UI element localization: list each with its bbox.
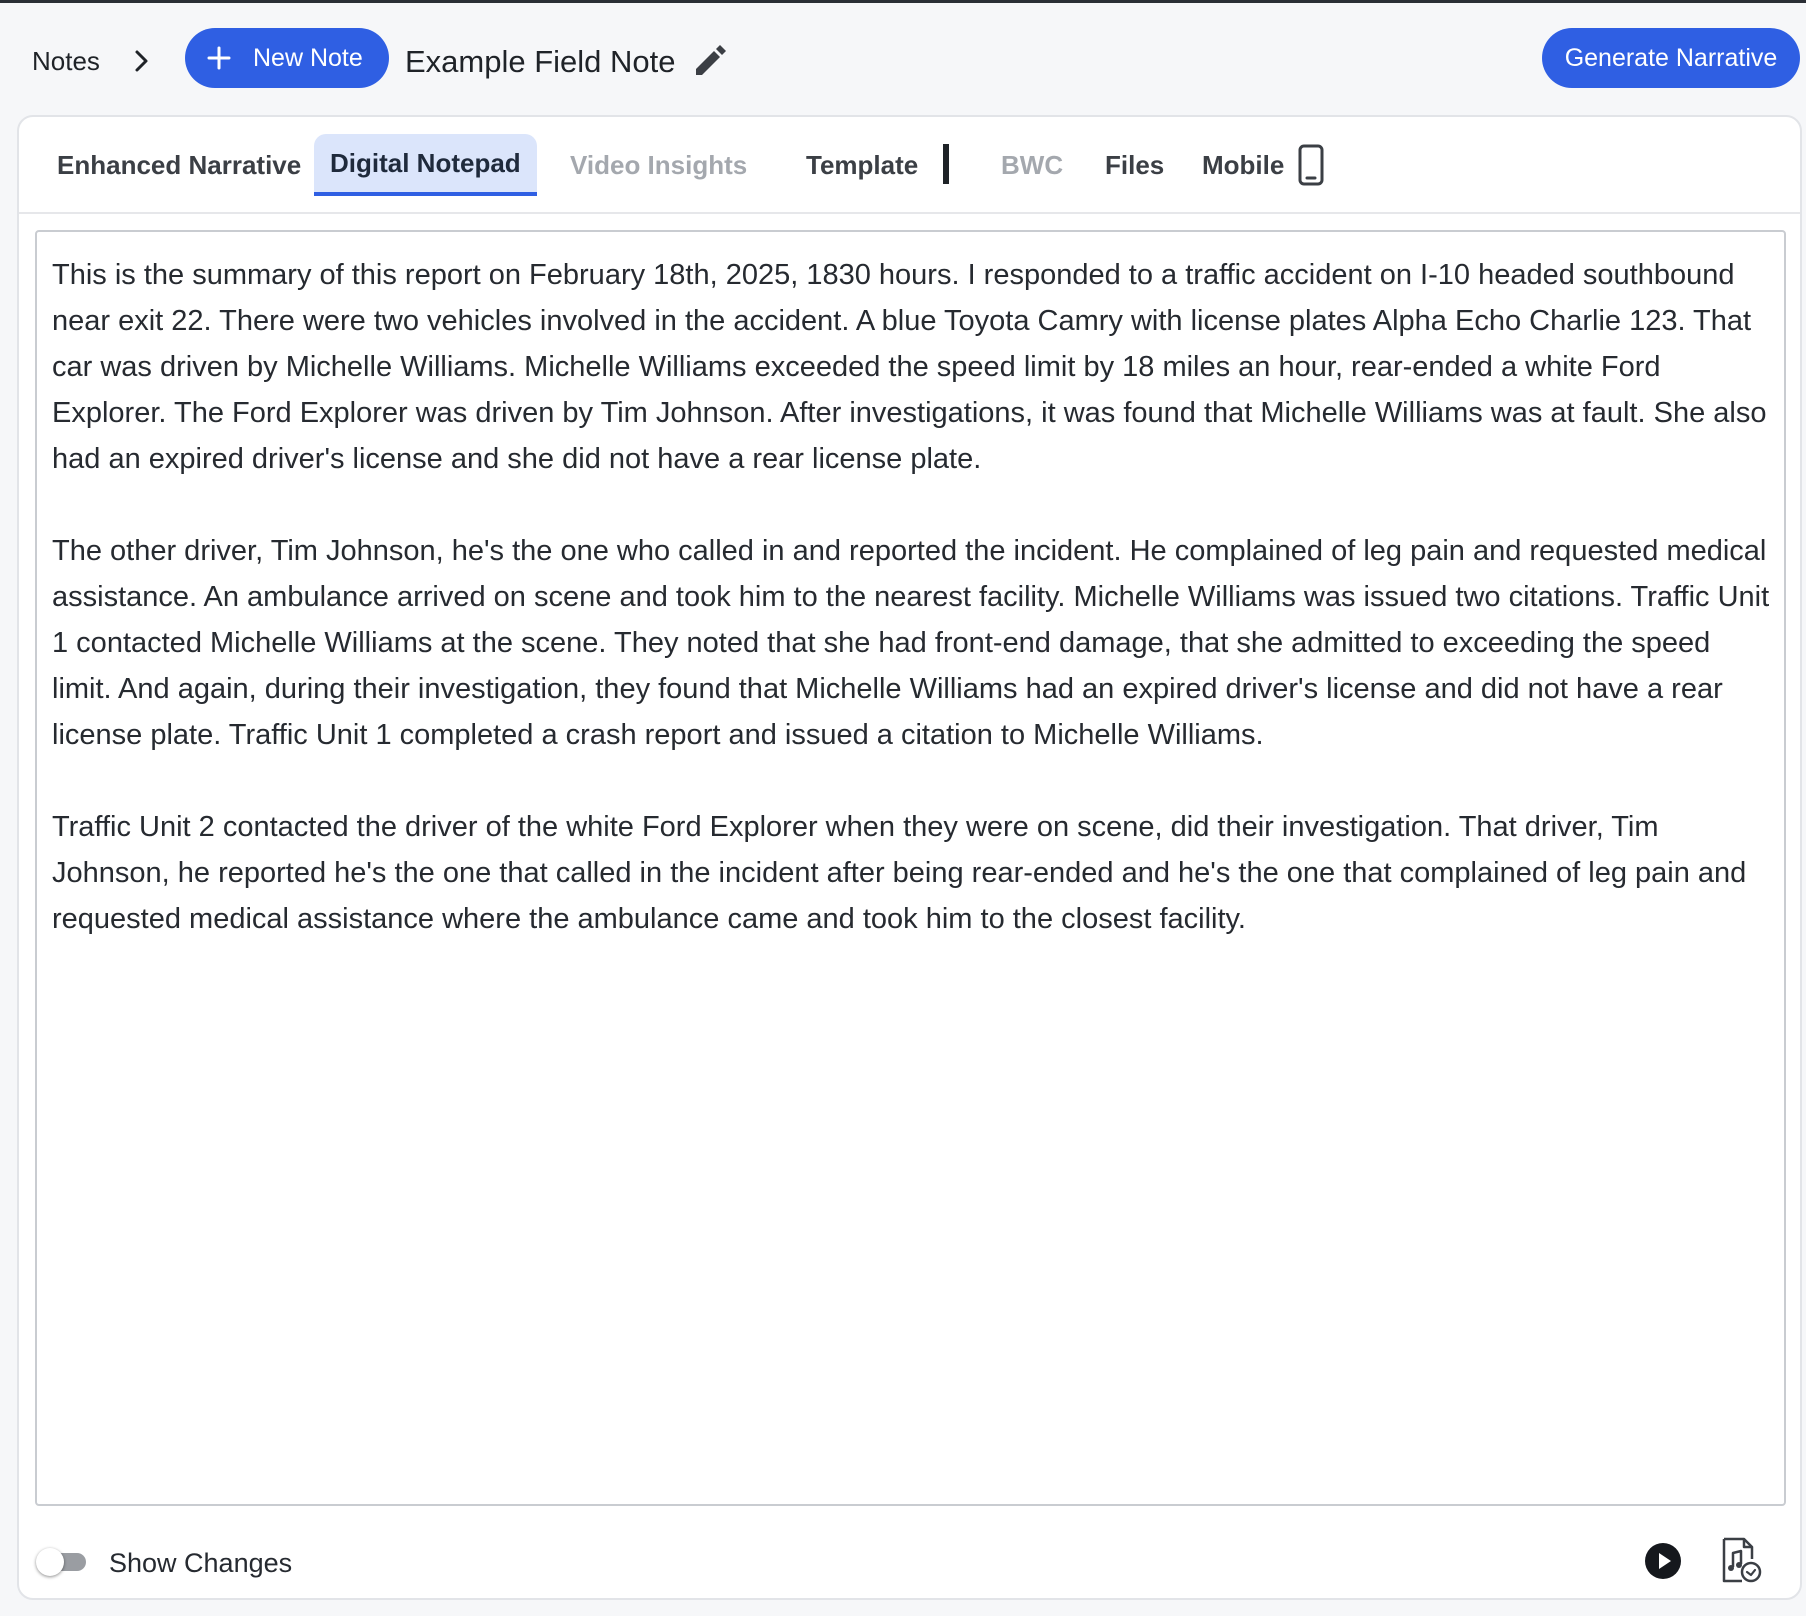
phone-icon[interactable] bbox=[1296, 144, 1326, 186]
tab-divider bbox=[943, 144, 949, 184]
tab-mobile[interactable] bbox=[1186, 134, 1300, 196]
pencil-icon[interactable] bbox=[692, 43, 728, 79]
chevron-right-icon bbox=[130, 47, 154, 75]
show-changes-label: Show Changes bbox=[109, 1548, 293, 1578]
play-circle-icon[interactable] bbox=[1644, 1542, 1682, 1580]
note-title: Example Field Note bbox=[405, 44, 676, 79]
breadcrumb-notes[interactable]: Notes bbox=[32, 46, 100, 76]
tab-label: BWC bbox=[1001, 149, 1064, 180]
new-note-label: New Note bbox=[253, 43, 363, 72]
notepad-paragraph: The other driver, Tim Johnson, he's the one who called in and reported the incident. He complained of leg pain and requested medical assistance. An ambulance arrived on scene and took him to the nearest facility. Michelle Williams was issued two citations. Traffic Unit 1 contacted Michelle Williams at the scene. They noted that she had front-end damage, that she admitted to exceeding the speed limit. And again, during their investigation, they found that Michelle Williams had an expired driver's license and did not have a rear license plate. Traffic Unit 1 completed a crash report and issued a citation to Michelle Williams. bbox=[52, 535, 1770, 751]
tab-label: Video Insights bbox=[570, 149, 748, 180]
tab-label: Enhanced Narrative bbox=[57, 149, 302, 180]
tab-video-insights[interactable] bbox=[554, 134, 763, 196]
generate-narrative-label: Generate Narrative bbox=[1564, 43, 1778, 72]
plus-icon bbox=[207, 46, 231, 70]
audio-document-icon[interactable] bbox=[1720, 1537, 1762, 1583]
notepad-paragraph: Traffic Unit 2 contacted the driver of the white Ford Explorer when they were on scene, did their investigation. That driver, Tim Johnson, he reported he's the one that called in the incident after being rear-ended and he's the one that complained of leg pain and requested medical assistance where the ambulance came and took him to the closest facility. bbox=[52, 811, 1747, 935]
tab-enhanced-narrative[interactable] bbox=[41, 134, 317, 196]
notepad-textarea[interactable] bbox=[35, 230, 1786, 1506]
tab-label: Files bbox=[1105, 149, 1165, 180]
tab-bar bbox=[19, 117, 1800, 214]
generate-narrative-button[interactable] bbox=[1542, 28, 1800, 88]
notepad-paragraph: This is the summary of this report on February 18th, 2025, 1830 hours. I responded to a traffic accident on I-10 headed southbound near exit 22. There were two vehicles involved in the accident. A blue Toyota Camry with license plates Alpha Echo Charlie 123. That car was driven by Michelle Williams. Michelle Williams exceeded the speed limit by 18 miles an hour, rear-ended a white Ford Explorer. The Ford Explorer was driven by Tim Johnson. After investigations, it was found that Michelle Williams was at fault. She also had an expired driver's license and she did not have a rear license plate. bbox=[52, 259, 1767, 475]
tab-label: Template bbox=[806, 149, 919, 180]
tab-template[interactable] bbox=[790, 134, 934, 196]
tab-bwc[interactable] bbox=[985, 134, 1079, 196]
notepad-card bbox=[17, 115, 1802, 1600]
toggle-knob bbox=[36, 1548, 64, 1576]
header bbox=[0, 3, 1806, 115]
new-note-button[interactable] bbox=[185, 28, 389, 88]
show-changes-toggle[interactable] bbox=[36, 1548, 88, 1576]
notepad-footer bbox=[19, 1526, 1800, 1596]
tab-label: Mobile bbox=[1202, 149, 1285, 180]
tab-files[interactable] bbox=[1089, 134, 1180, 196]
tab-digital-notepad[interactable] bbox=[314, 134, 537, 196]
tab-label: Digital Notepad bbox=[330, 147, 521, 178]
